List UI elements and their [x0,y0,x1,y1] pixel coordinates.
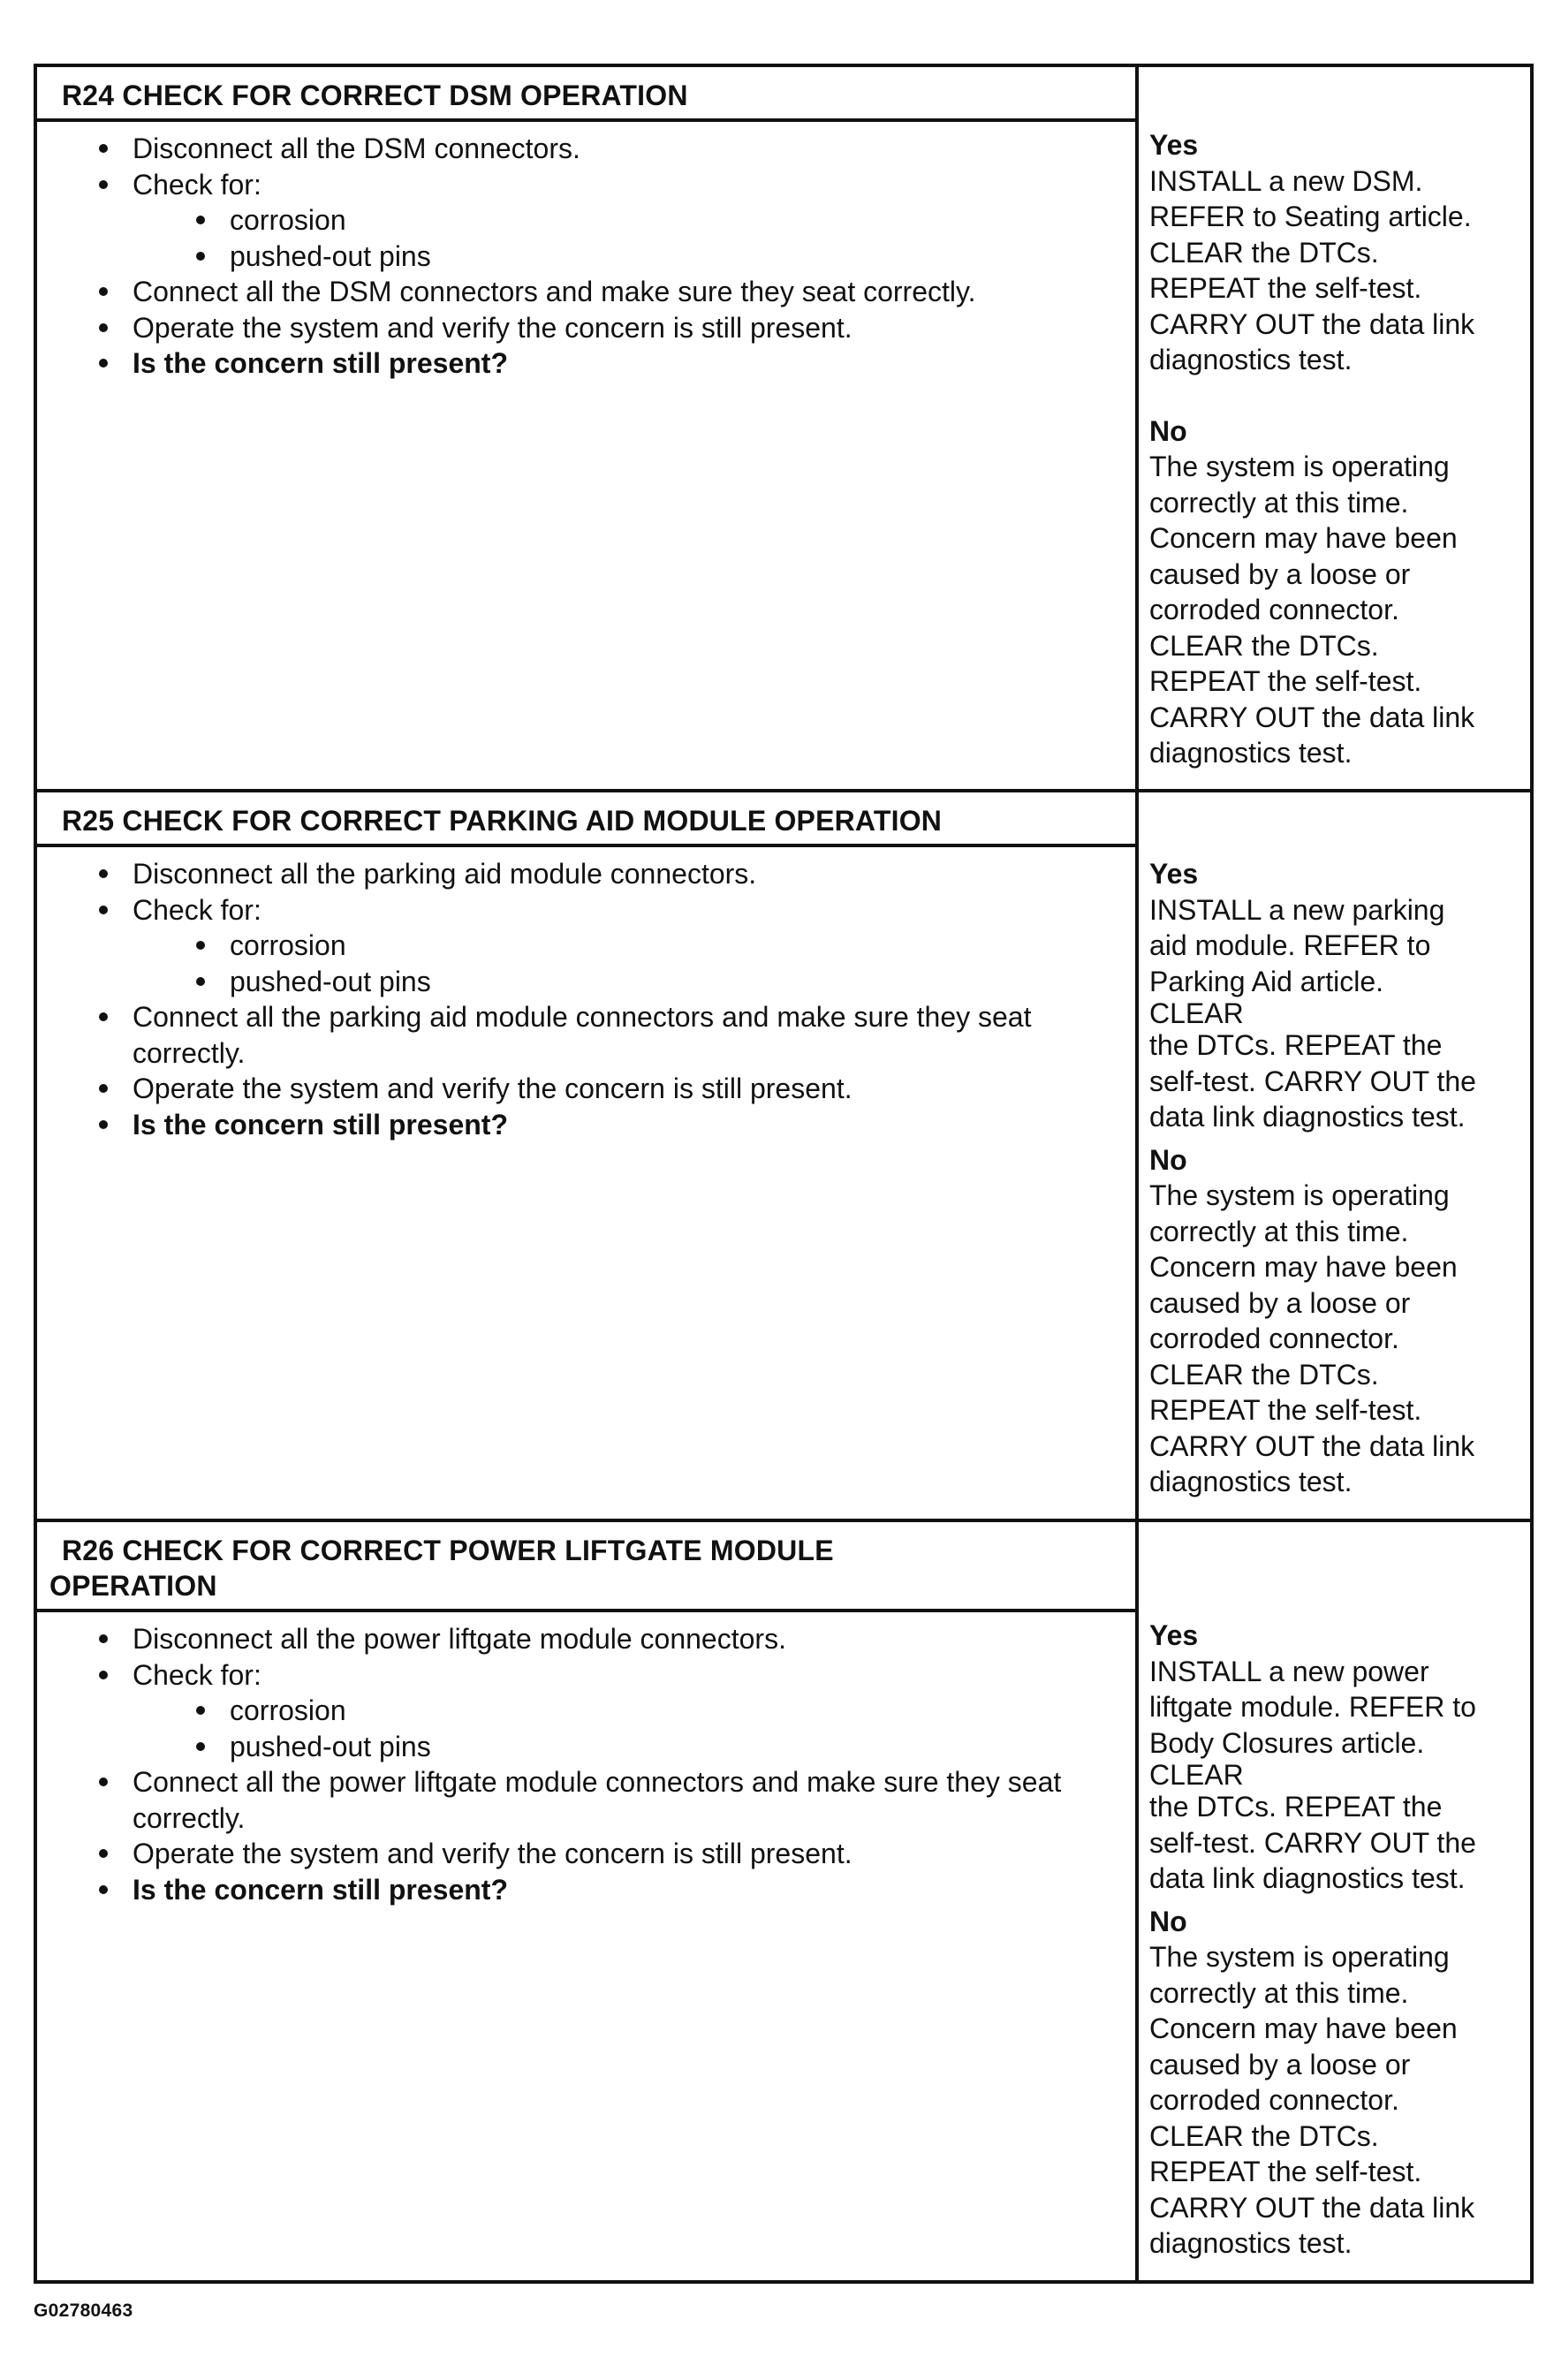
step-r24-procedure [37,67,1139,789]
step-r25-title: R25 CHECK FOR CORRECT PARKING AID MODULE OPERATION [37,792,1135,847]
no-label: No [1149,1905,1187,1937]
check-sublist [133,928,1135,999]
check-sublist [133,1693,1135,1764]
yes-instructions: INSTALL a new power liftgate module. REFER to Body Closures article. CLEAR the DTCs. REPEAT the self-test. CARRY OUT the data link diagnostics test. [1149,1655,1476,1894]
list-item: Connect all the parking aid module connectors and make sure they seat correctly. [99,999,1135,1071]
check-sublist [133,202,1135,274]
yes-instructions: INSTALL a new parking aid module. REFER to Parking Aid article. CLEAR the DTCs. REPEAT the self-test. CARRY OUT the data link diagnostics test. [1149,893,1476,1133]
list-item: Check for: corrosion pushed-out pins [99,1657,1135,1765]
figure-code: G02780463 [34,2300,133,2321]
question: Is the concern still present? [99,345,1135,382]
step-r26-procedure [37,1522,1139,2280]
yes-label: Yes [1149,858,1199,890]
step-r24-actions [37,122,1135,789]
list-item: Check for: corrosion pushed-out pins [99,892,1135,1000]
no-instructions: The system is operating correctly at this time. Concern may have been caused by a loose or corroded connector. CLEAR the DTCs. REPEAT the self-test. CARRY OUT the data link diagnostics test. [1149,1941,1475,2259]
list-item: pushed-out pins [196,1729,1135,1765]
list-item: Operate the system and verify the concern is still present. [99,310,1135,346]
list-item: Operate the system and verify the concern is still present. [99,1836,1135,1872]
step-r26-actions [37,1612,1135,2280]
no-label: No [1149,1143,1187,1176]
list-item: corrosion [196,1693,1135,1729]
list-item: Operate the system and verify the concern is still present. [99,1071,1135,1107]
step-r24-results [1139,67,1530,789]
question: Is the concern still present? [99,1872,1135,1908]
action-list [37,1621,1135,1907]
step-r25-actions [37,847,1135,1519]
list-item: pushed-out pins [196,964,1135,1000]
step-r25 [34,789,1534,1522]
yes-label: Yes [1149,129,1199,161]
no-instructions: The system is operating correctly at this time. Concern may have been caused by a loose or corroded connector. CLEAR the DTCs. REPEAT the self-test. CARRY OUT the data link diagnostics test. [1149,1179,1475,1497]
action-list [37,131,1135,382]
list-item: Connect all the DSM connectors and make sure they seat correctly. [99,274,1135,310]
step-r24 [34,64,1534,792]
yes-instructions: INSTALL a new DSM. REFER to Seating article. CLEAR the DTCs. REPEAT the self-test. CARRY OUT the data link diagnostics test. [1149,164,1475,375]
no-label: No [1149,414,1187,447]
step-r24-title: R24 CHECK FOR CORRECT DSM OPERATION [37,67,1135,122]
step-r26 [34,1519,1534,2284]
step-r26-results [1139,1522,1530,2280]
list-item: Disconnect all the DSM connectors. [99,131,1135,167]
list-item: pushed-out pins [196,239,1135,275]
list-item: corrosion [196,202,1135,239]
list-item: Disconnect all the parking aid module connectors. [99,856,1135,892]
no-instructions: The system is operating correctly at this time. Concern may have been caused by a loose or corroded connector. CLEAR the DTCs. REPEAT the self-test. CARRY OUT the data link diagnostics test. [1149,451,1475,769]
list-item: Disconnect all the power liftgate module connectors. [99,1621,1135,1657]
action-list [37,856,1135,1142]
yes-label: Yes [1149,1619,1199,1651]
diagnostic-table [34,67,1534,2284]
list-item: Check for: corrosion pushed-out pins [99,167,1135,275]
step-r25-procedure [37,792,1139,1519]
step-r26-title: R26 CHECK FOR CORRECT POWER LIFTGATE MODULE OPERATION [37,1522,1135,1612]
list-item: Connect all the power liftgate module connectors and make sure they seat correctly. [99,1764,1135,1836]
list-item: corrosion [196,928,1135,964]
question: Is the concern still present? [99,1107,1135,1143]
step-r25-results [1139,792,1530,1519]
